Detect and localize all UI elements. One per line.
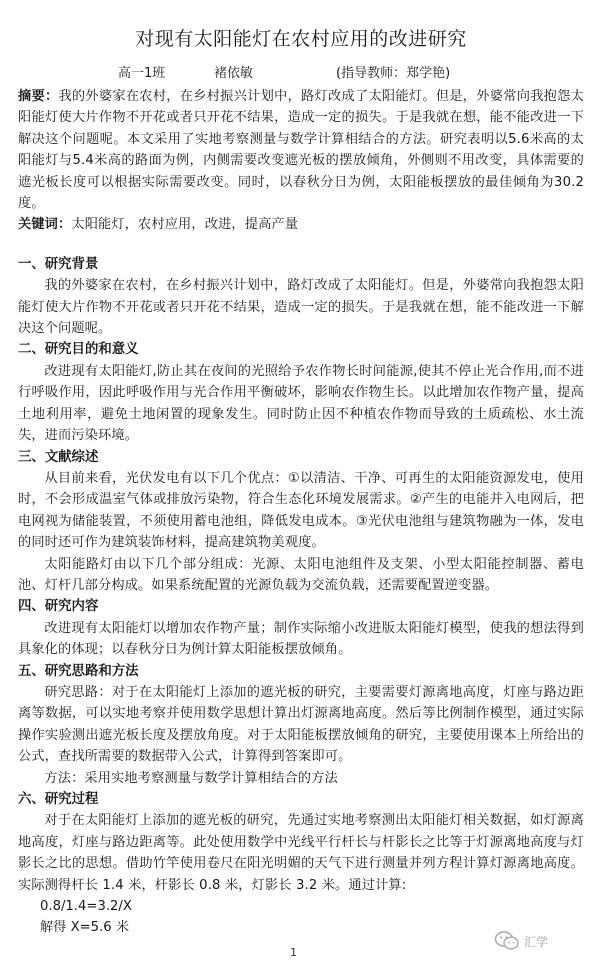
class-name: 高一1班 <box>118 66 166 81</box>
section-heading-methods: 五、研究思路和方法 <box>18 663 139 679</box>
section-heading-content: 四、研究内容 <box>18 599 99 615</box>
section-literature-paragraph-2: 太阳能路灯由以下几个部分组成：光源、太阳电池组件及支架、小型太阳能控制器、蓄电池、灯杆几部分构成。如果系统配置的光源负载为交流负载，还需要配置逆变器。 <box>18 556 584 593</box>
formula-solution: 解得 X=5.6 米 <box>40 920 130 936</box>
abstract-text: 我的外婆家在农村，在乡村振兴计划中，路灯改成了太阳能灯。但是，外婆常向我抱怨太阳能灯使大片作物不开花或者只开花不结果，造成一定的损失。于是我就在想，能不能改进一下解决这个问题呢。本文采用了实地考察测量与数学计算相结合的方法。研究表明以5.6米高的太阳能灯与5.4米高的路面为例，内侧需要改变遮光板的摆放倾角，外侧则不用改变，具体需要的遮光板长度可以根据实际需要改变。同时，以春秋分日为例，太阳能板摆放的最佳倾角为30.2度。 <box>18 89 584 212</box>
watermark-text: 汇学 <box>524 934 549 949</box>
wechat-icon <box>494 930 520 952</box>
page-number: 1 <box>290 946 297 959</box>
section-heading-literature: 三、文献综述 <box>18 449 99 465</box>
author-name: 褚依敏 <box>214 66 254 81</box>
section-content-paragraph: 改进现有太阳能灯以增加农作物产量；制作实际缩小改进版太阳能灯模型，使我的想法得到具象化的体现；以春秋分日为例计算太阳能板摆放倾角。 <box>18 620 584 658</box>
formula-equation: 0.8/1.4=3.2/X <box>40 899 132 915</box>
keywords-label: 关键词： <box>18 217 72 233</box>
section-heading-background: 一、研究背景 <box>18 256 99 272</box>
spacer <box>18 236 584 254</box>
watermark <box>494 930 548 952</box>
section-literature-paragraph-1: 从目前来看，光伏发电有以下几个优点：①以清洁、干净、可再生的太阳能资源发电，使用时，不会形成温室气体或排放污染物，符合生态化环境发展需求。②产生的电能并入电网后，把电网视为储能装置，不须使用蓄电池组，降低发电成本。③光伏电池组与建筑物融为一体，发电的同时还可作为建筑装饰材料，提高建筑物美观度。 <box>18 470 584 551</box>
paper-title: 对现有太阳能灯在农村应用的改进研究 <box>135 28 467 50</box>
section-methods-paragraph-1: 研究思路：对于在太阳能灯上添加的遮光板的研究，主要需要灯源离地高度，灯座与路边距离等数据，可以实地考察并使用数学思想计算出灯源离地高度。然后等比例制作模型，通过实际操作实验测出遮光板长度及摆放角度。对于太阳能板摆放倾角的研究，主要使用课本上所给出的公式，查找所需要的数据带入公式，计算得到答案即可。 <box>18 684 584 765</box>
section-heading-process: 六、研究过程 <box>18 792 99 807</box>
section-heading-purpose: 二、研究目的和意义 <box>18 342 139 358</box>
section-background-paragraph: 我的外婆家在农村，在乡村振兴计划中，路灯改成了太阳能灯。但是，外婆常向我抱怨太阳能灯使大片作物不开花或者只开花不结果，造成一定的损失。于是我就在想，能不能改进一下解决这个问题呢。 <box>18 278 584 337</box>
advisor-name: (指导教师：郑学艳) <box>336 66 451 81</box>
abstract-label: 摘要： <box>18 89 59 104</box>
keywords-text: 太阳能灯，农村应用，改进，提高产量 <box>71 217 299 233</box>
keywords <box>18 214 584 235</box>
byline <box>18 64 584 84</box>
section-purpose-paragraph: 改进现有太阳能灯,防止其在夜间的光照给予农作物长时间能源,使其不停止光合作用,而不进行呼吸作用，因此呼吸作用与光合作用平衡破坏，影响农作物生长。以此增加农作物产量，提高土地利用率，避免土地闲置的现象发生。同时防止因不种植农作物而导致的土质疏松、水土流失，进而污染环境。 <box>18 363 584 444</box>
abstract <box>18 86 584 214</box>
section-process-paragraph: 对于在太阳能灯上添加的遮光板的研究，先通过实地考察测出太阳能灯相关数据，如灯源离地高度，灯座与路边距离等。此处使用数学中光线平行杆长与杆影长之比等于灯源离地高度与灯影长之比的思想。借助竹竿使用卷尺在阳光明媚的天气下进行测量并列方程计算灯源离地高度。实际测得杆长 1.4 米，杆影长 0.8 米，灯影长 3.2 米。通过计算: <box>18 813 584 893</box>
section-methods-paragraph-2: 方法：采用实地考察测量与数学计算相结合的方法 <box>44 770 338 786</box>
